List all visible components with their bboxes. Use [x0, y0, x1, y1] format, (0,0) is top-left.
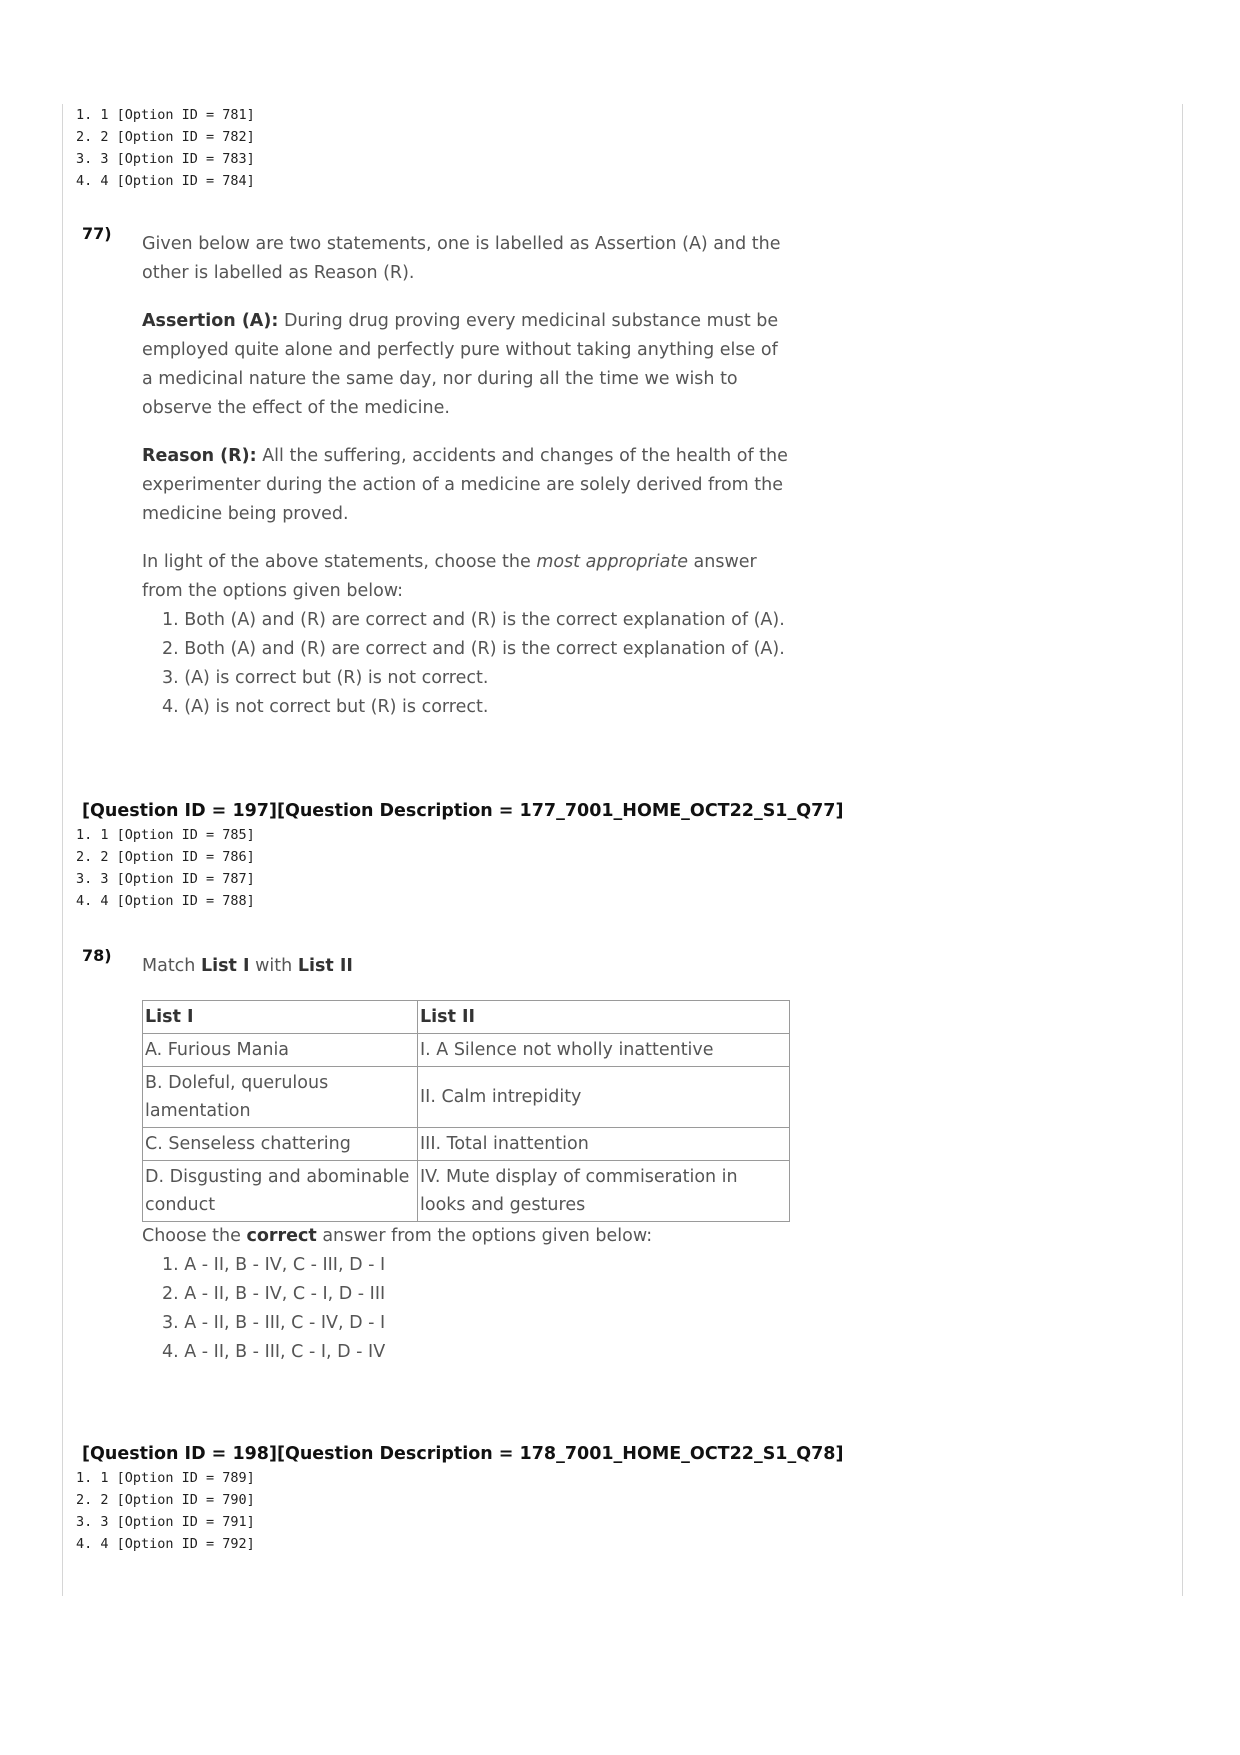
option-item: 1. 1 [Option ID = 785]	[76, 827, 255, 843]
option-item: 3. 3 [Option ID = 787]	[76, 871, 255, 887]
answer-choice: 4. (A) is not correct but (R) is correct.	[162, 697, 489, 717]
answer-choice: 4. A - II, B - III, C - I, D - IV	[162, 1342, 386, 1362]
option-item: 3. 3 [Option ID = 783]	[76, 151, 255, 167]
option-item: 4. 4 [Option ID = 784]	[76, 173, 255, 189]
intro-line: other is labelled as Reason (R).	[142, 263, 415, 283]
option-item: 2. 2 [Option ID = 782]	[76, 129, 255, 145]
page-frame-right-border	[1182, 104, 1183, 1596]
question-body-77	[142, 230, 792, 722]
table-row	[143, 1067, 790, 1128]
question-id-line: [Question ID = 198][Question Description = 178_7001_HOME_OCT22_S1_Q78]	[82, 1444, 844, 1464]
question-intro	[142, 230, 792, 288]
instruction-text: answer from the options given below:	[322, 1226, 653, 1246]
option-list	[76, 1467, 255, 1555]
answer-choice: 1. Both (A) and (R) are correct and (R) is the correct explanation of (A).	[162, 610, 785, 630]
table-cell: II. Calm intrepidity	[418, 1067, 790, 1128]
match-table	[142, 1000, 790, 1222]
answer-choices	[142, 1251, 792, 1367]
prompt-list2: List II	[297, 956, 353, 976]
table-cell: IV. Mute display of commiseration in looks and gestures	[418, 1161, 790, 1222]
option-item: 3. 3 [Option ID = 791]	[76, 1514, 255, 1530]
page-frame-left-border	[62, 104, 63, 1596]
answer-choice: 1. A - II, B - IV, C - III, D - I	[162, 1255, 386, 1275]
question-instruction	[142, 548, 792, 606]
table-cell: III. Total inattention	[418, 1128, 790, 1161]
assertion-statement	[142, 307, 792, 423]
reason-statement	[142, 442, 792, 529]
instruction-text: In light of the above statements, choose the	[142, 552, 531, 572]
choose-instruction	[142, 1222, 792, 1251]
table-cell: C. Senseless chattering	[143, 1128, 418, 1161]
option-item: 1. 1 [Option ID = 789]	[76, 1470, 255, 1486]
option-item: 4. 4 [Option ID = 792]	[76, 1536, 255, 1552]
answer-choice: 2. A - II, B - IV, C - I, D - III	[162, 1284, 386, 1304]
match-table-header	[143, 1001, 790, 1034]
question-id-line: [Question ID = 197][Question Description = 177_7001_HOME_OCT22_S1_Q77]	[82, 801, 844, 821]
instruction-text: Choose the	[142, 1226, 241, 1246]
table-cell: A. Furious Mania	[143, 1034, 418, 1067]
prompt-text: with	[255, 956, 293, 976]
reason-label: Reason (R):	[142, 446, 257, 466]
intro-line: Given below are two statements, one is labelled as Assertion (A) and the	[142, 234, 781, 254]
table-cell: D. Disgusting and abominable conduct	[143, 1161, 418, 1222]
table-row	[143, 1161, 790, 1222]
question-number: 78)	[82, 946, 112, 965]
header-list2: List II	[418, 1001, 790, 1034]
table-row	[143, 1128, 790, 1161]
instruction-emphasis: correct	[246, 1226, 317, 1246]
table-cell: B. Doleful, querulous lamentation	[143, 1067, 418, 1128]
instruction-emphasis: most appropriate	[536, 552, 688, 572]
question-body-78	[142, 952, 792, 1367]
answer-choice: 3. (A) is correct but (R) is not correct.	[162, 668, 489, 688]
option-list	[76, 104, 255, 192]
option-item: 4. 4 [Option ID = 788]	[76, 893, 255, 909]
match-prompt	[142, 952, 792, 981]
assertion-label: Assertion (A):	[142, 311, 279, 331]
option-item: 2. 2 [Option ID = 790]	[76, 1492, 255, 1508]
header-list1: List I	[143, 1001, 418, 1034]
reason-text: All the suffering, accidents and changes of the health of the experimenter during the action of a medicine are solely derived from the medicine being proved.	[142, 446, 788, 524]
answer-choice: 3. A - II, B - III, C - IV, D - I	[162, 1313, 386, 1333]
table-cell: I. A Silence not wholly inattentive	[418, 1034, 790, 1067]
question-number: 77)	[82, 224, 112, 243]
option-item: 1. 1 [Option ID = 781]	[76, 107, 255, 123]
answer-choice: 2. Both (A) and (R) are correct and (R) is the correct explanation of (A).	[162, 639, 785, 659]
table-row	[143, 1034, 790, 1067]
assertion-text: During drug proving every medicinal substance must be employed quite alone and perfectly pure without taking anything else of a medicinal nature the same day, nor during all the time we wish to observe the effect of the medicine.	[142, 311, 779, 418]
prompt-list1: List I	[200, 956, 250, 976]
instruction-text: answer from the options given below:	[142, 552, 757, 601]
option-item: 2. 2 [Option ID = 786]	[76, 849, 255, 865]
answer-choices	[142, 606, 792, 722]
prompt-text: Match	[142, 956, 196, 976]
option-list	[76, 824, 255, 912]
